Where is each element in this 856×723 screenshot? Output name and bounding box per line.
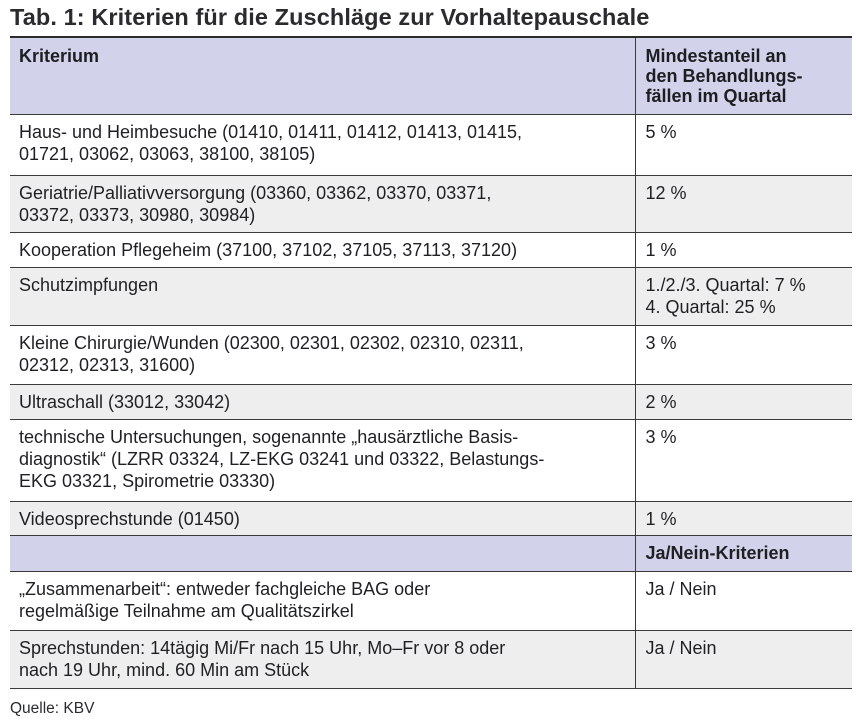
value-cell <box>635 325 852 384</box>
criterion-line: Videosprechstunde (01450) <box>19 508 240 529</box>
criterion-line: regelmäßige Teilnahme am Qualitätszirkel <box>19 600 354 621</box>
criterion-cell <box>10 630 635 688</box>
value-line: 3 % <box>645 332 677 353</box>
value-cell <box>635 384 852 419</box>
value-cell <box>635 501 852 535</box>
criterion-cell <box>10 501 635 535</box>
header-min-share <box>635 37 852 114</box>
criterion-line: Haus- und Heimbesuche (01410, 01411, 01412, 01413, 01415, <box>19 121 523 142</box>
table-row <box>10 267 852 325</box>
criterion-cell <box>10 175 635 232</box>
value-cell <box>635 419 852 501</box>
criterion-line: nach 19 Uhr, mind. 60 Min am Stück <box>19 659 310 680</box>
value-cell <box>635 571 852 630</box>
table-row <box>10 630 852 688</box>
criterion-cell <box>10 114 635 175</box>
value-cell <box>635 267 852 325</box>
header-min-share-line: fällen im Quartal <box>645 86 787 106</box>
value-line: 3 % <box>645 426 677 447</box>
value-cell <box>635 175 852 232</box>
subheader-yes-no: Ja/Nein-Kriterien <box>635 535 852 571</box>
header-min-share-line: Mindestanteil an <box>645 46 787 66</box>
value-cell <box>635 114 852 175</box>
criterion-cell <box>10 267 635 325</box>
table-row <box>10 325 852 384</box>
value-line: Ja / Nein <box>645 578 717 599</box>
value-line: 1./2./3. Quartal: 7 % <box>645 274 806 295</box>
source-note: Quelle: KBV <box>10 700 95 717</box>
criteria-table <box>10 36 852 689</box>
table-title: Tab. 1: Kriterien für die Zuschläge zur Vorhaltepauschale <box>10 4 650 30</box>
value-line: 2 % <box>645 391 677 412</box>
criterion-cell <box>10 384 635 419</box>
criterion-line: EKG 03321, Spirometrie 03330) <box>19 470 276 491</box>
criterion-line: „Zusammenarbeit“: entweder fachgleiche BAG oder <box>19 578 431 599</box>
criterion-cell <box>10 571 635 630</box>
criterion-line: Kooperation Pflegeheim (37100, 37102, 37105, 37113, 37120) <box>19 239 518 260</box>
criterion-line: Ultraschall (33012, 33042) <box>19 391 231 412</box>
value-line: 5 % <box>645 121 677 142</box>
criterion-line: 01721, 03062, 03063, 38100, 38105) <box>19 143 316 164</box>
subheader-row <box>10 535 852 571</box>
table-row <box>10 571 852 630</box>
value-line: 4. Quartal: 25 % <box>645 296 776 317</box>
criterion-line: 03372, 03373, 30980, 30984) <box>19 204 256 225</box>
criterion-line: Sprechstunden: 14tägig Mi/Fr nach 15 Uhr, Mo–Fr vor 8 oder <box>19 637 506 658</box>
criterion-line: Schutzimpfungen <box>19 274 159 295</box>
criterion-cell <box>10 419 635 501</box>
table-row <box>10 501 852 535</box>
table-row <box>10 114 852 175</box>
table-row <box>10 232 852 267</box>
value-cell <box>635 232 852 267</box>
criterion-line: Kleine Chirurgie/Wunden (02300, 02301, 02302, 02310, 02311, <box>19 332 524 353</box>
value-line: 12 % <box>645 182 687 203</box>
table-row <box>10 384 852 419</box>
value-line: 1 % <box>645 239 677 260</box>
criterion-cell <box>10 232 635 267</box>
value-cell <box>635 630 852 688</box>
header-criterion: Kriterium <box>10 37 635 114</box>
criterion-line: Geriatrie/Palliativversorgung (03360, 03362, 03370, 03371, <box>19 182 492 203</box>
criterion-cell <box>10 325 635 384</box>
criterion-line: technische Untersuchungen, sogenannte „hausärztliche Basis- <box>19 426 519 447</box>
table-row <box>10 419 852 501</box>
table-header-row <box>10 37 852 114</box>
criterion-line: 02312, 02313, 31600) <box>19 354 196 375</box>
table-row <box>10 175 852 232</box>
subheader-empty-cell <box>10 535 635 571</box>
criterion-line: diagnostik“ (LZRR 03324, LZ-EKG 03241 und 03322, Belastungs- <box>19 448 545 469</box>
value-line: Ja / Nein <box>645 637 717 658</box>
header-min-share-line: den Behandlungs- <box>645 66 803 86</box>
value-line: 1 % <box>645 508 677 529</box>
